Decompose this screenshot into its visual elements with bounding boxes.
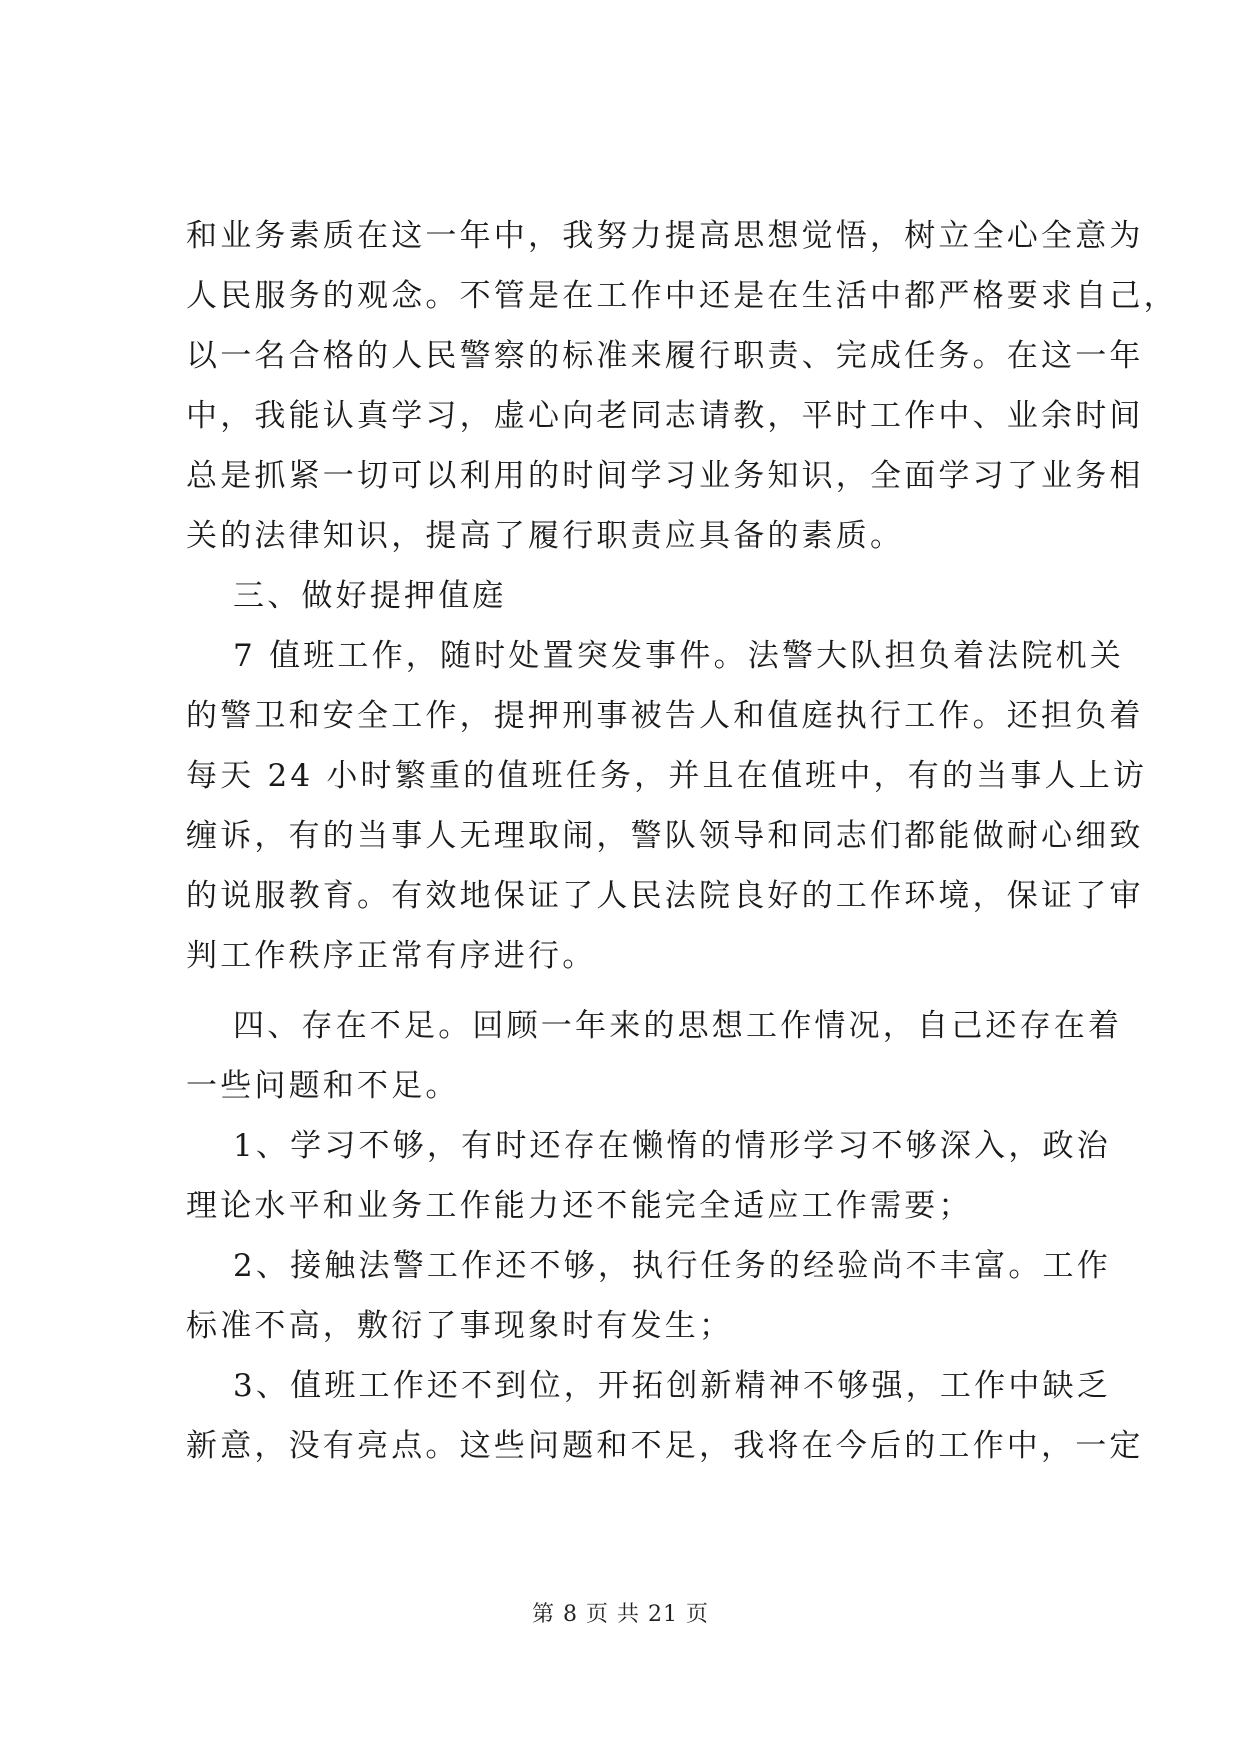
text-line: 中，我能认真学习，虚心向老同志请教，平时工作中、业余时间 [186, 398, 1144, 434]
list-item: 1、学习不够，有时还存在懒惰的情形学习不够深入，政治 [233, 1128, 1111, 1164]
text-line: 一些问题和不足。 [186, 1068, 460, 1104]
text-line: 缠诉，有的当事人无理取闹，警队领导和同志们都能做耐心细致 [186, 818, 1144, 854]
text-line: 新意，没有亮点。这些问题和不足，我将在今后的工作中，一定 [186, 1428, 1144, 1464]
text-line: 人民服务的观念。不管是在工作中还是在生活中都严格要求自己， [186, 278, 1178, 314]
text-line: 的警卫和安全工作，提押刑事被告人和值庭执行工作。还担负着 [186, 698, 1144, 734]
list-item: 3、值班工作还不到位，开拓创新精神不够强，工作中缺乏 [233, 1368, 1111, 1404]
section-heading: 三、做好提押值庭 [233, 578, 507, 614]
text-line: 7 值班工作，随时处置突发事件。法警大队担负着法院机关 [233, 638, 1124, 674]
list-item: 2、接触法警工作还不够，执行任务的经验尚不丰富。工作 [233, 1248, 1111, 1284]
text-line: 以一名合格的人民警察的标准来履行职责、完成任务。在这一年 [186, 338, 1144, 374]
text-line: 每天 24 小时繁重的值班任务，并且在值班中，有的当事人上访 [186, 758, 1148, 794]
text-line: 和业务素质在这一年中，我努力提高思想觉悟，树立全心全意为 [186, 218, 1144, 254]
text-line: 理论水平和业务工作能力还不能完全适应工作需要； [186, 1188, 973, 1224]
text-line: 判工作秩序正常有序进行。 [186, 938, 597, 974]
text-line: 标准不高，敷衍了事现象时有发生； [186, 1308, 734, 1344]
text-line: 总是抓紧一切可以利用的时间学习业务知识，全面学习了业务相 [186, 458, 1144, 494]
page-number-footer: 第 8 页 共 21 页 [532, 1602, 709, 1627]
text-line: 的说服教育。有效地保证了人民法院良好的工作环境，保证了审 [186, 878, 1144, 914]
text-line: 关的法律知识，提高了履行职责应具备的素质。 [186, 518, 905, 554]
section-heading: 四、存在不足。回顾一年来的思想工作情况，自己还存在着 [233, 1008, 1123, 1044]
